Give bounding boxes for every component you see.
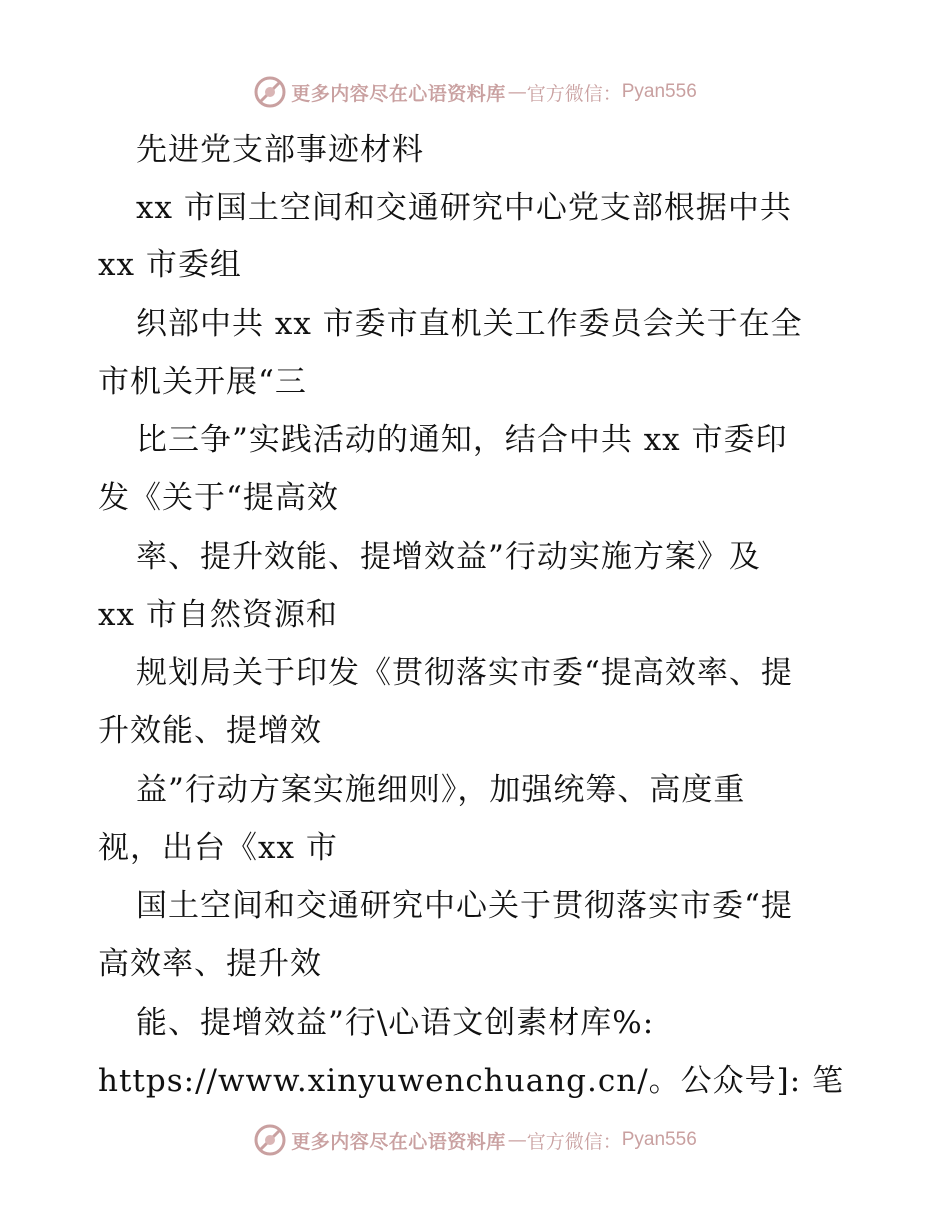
paragraph-line: 规划局关于印发《贯彻落实市委“提高效率、提 [136,655,793,691]
paragraph-line: 织部中共 xx 市委市直机关工作委员会关于在全 [136,306,803,342]
paragraph-line: 发《关于“提高效 [98,480,339,516]
document-title: 先进党支部事迹材料 [136,132,424,168]
watermark-separator: — [507,1129,525,1151]
paragraph-line: 国土空间和交通研究中心关于贯彻落实市委“提 [136,888,793,924]
brand-logo-icon [253,1123,287,1157]
paragraph-line: 率、提升效能、提增效益”行动实施方案》及 [136,539,761,575]
watermark-brand: 更多内容尽在心语资料库 [291,82,506,105]
paragraph-line: 能、提增效益”行\心语文创素材库%: [136,1005,655,1041]
watermark-wechat-id: Pyan556 [621,81,697,102]
paragraph-line: xx 市国土空间和交通研究中心党支部根据中共 [136,190,792,226]
watermark-separator: — [507,81,525,103]
paragraph-line: 益”行动方案实施细则》，加强统筹、高度重 [136,772,746,808]
paragraph-line: 视，出台《xx 市 [98,830,338,866]
paragraph-line: 市机关开展“三 [98,364,307,400]
paragraph-line: 升效能、提增效 [98,713,322,749]
watermark-wechat-label: 官方微信： [526,82,622,105]
paragraph-line: xx 市委组 [98,247,242,283]
watermark-wechat-label: 官方微信： [526,1130,622,1153]
paragraph-line: https://www.xinyuwenchuang.cn/。公众号]: 笔 [98,1063,845,1099]
footer-watermark [0,1120,950,1160]
paragraph-line: xx 市自然资源和 [98,597,338,633]
watermark-brand: 更多内容尽在心语资料库 [291,1130,506,1153]
paragraph-line: 高效率、提升效 [98,946,322,982]
watermark-wechat-id: Pyan556 [621,1129,697,1150]
brand-logo-icon [253,75,287,109]
header-watermark [0,72,950,112]
paragraph-line: 比三争”实践活动的通知，结合中共 xx 市委印 [136,422,788,458]
